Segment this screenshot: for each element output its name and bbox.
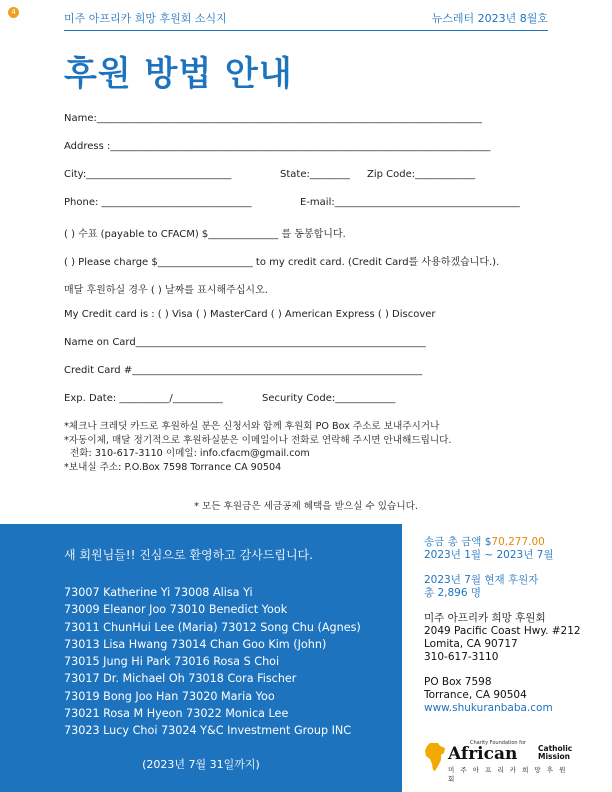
address-field[interactable]: Address :____________________________________________________________________________ [64, 141, 491, 152]
donors-label: 2023년 7월 현재 후원자 [424, 574, 539, 586]
logo-catholic-mission [538, 745, 572, 761]
remit-period: 2023년 1월 ~ 2023년 7월 [424, 549, 554, 561]
monthly-date-field[interactable]: 매달 후원하실 경우 ( ) 날짜를 표시해주십시오. [64, 285, 268, 296]
member-row: 73023 Lucy Choi 73024 Y&C Investment Group INC [64, 724, 352, 738]
check-option[interactable]: ( ) 수표 (payable to CFACM) $______________ 를 동봉합니다. [64, 229, 346, 240]
contact-address2: Lomita, CA 90717 [424, 638, 518, 650]
email-field[interactable]: E-mail:_____________________________________ [300, 197, 520, 208]
africa-map-icon [424, 742, 446, 772]
member-row: 73021 Rosa M Hyeon 73022 Monica Lee [64, 707, 289, 721]
summary-panel [424, 536, 604, 715]
charge-option[interactable]: ( ) Please charge $___________________ to my credit card. (Credit Card를 사용하겠습니다.). [64, 257, 500, 268]
contact-phone: 310-617-3110 [424, 651, 499, 663]
remit-amount: 70,277.00 [491, 536, 545, 548]
website-link[interactable]: www.shukuranbaba.com [424, 702, 553, 714]
logo-subtitle: 미 주 아 프 리 카 희 망 후 원 회 [448, 766, 568, 783]
member-row: 73013 Lisa Hwang 73014 Chan Goo Kim (John) [64, 637, 327, 651]
name-on-card-field[interactable]: Name on Card__________________________________________________________ [64, 337, 426, 348]
page-title: 후원 방법 안내 [64, 54, 293, 94]
zip-field[interactable]: Zip Code:____________ [367, 169, 476, 180]
member-row: 73009 Eleanor Joo 73010 Benedict Yook [64, 603, 288, 617]
until-date: (2023년 7월 31일까지) [142, 758, 260, 771]
name-field[interactable]: Name:_____________________________________________________________________________ [64, 113, 482, 124]
member-list [64, 584, 361, 740]
logo-word-african: African [448, 744, 518, 764]
remit-label: 송금 총 금액 $ [424, 536, 492, 548]
contact-pobox-city: Torrance, CA 90504 [424, 689, 527, 701]
phone-field[interactable]: Phone: ______________________________ [64, 197, 252, 208]
exp-date-field[interactable]: Exp. Date: __________/__________ [64, 393, 223, 404]
logo-small-text: Charity Foundation for [470, 740, 527, 746]
card-type-options[interactable]: My Credit card is : ( ) Visa ( ) MasterCard ( ) American Express ( ) Discover [64, 309, 436, 320]
member-row: 73011 ChunHui Lee (Maria) 73012 Song Chu (Agnes) [64, 620, 361, 634]
tax-note: * 모든 후원금은 세금공제 혜택을 받으실 수 있습니다. [194, 501, 418, 512]
organization-logo [424, 740, 574, 783]
city-field[interactable]: City:_____________________________ [64, 169, 232, 180]
member-row: 73007 Katherine Yi 73008 Alisa Yi [64, 586, 253, 599]
instructions [64, 420, 554, 474]
page-number-badge: 4 [8, 7, 19, 18]
contact-pobox: PO Box 7598 [424, 676, 492, 688]
state-field[interactable]: State:________ [280, 169, 350, 180]
new-members-panel [0, 524, 402, 792]
note-address: *보내실 주소: P.O.Box 7598 Torrance CA 90504 [64, 461, 282, 473]
contact-org: 미주 아프리카 희망 후원회 [424, 612, 546, 624]
card-number-field[interactable]: Credit Card #__________________________________________________________ [64, 365, 423, 376]
note-auto-pay: *자동이체, 매달 정기적으로 후원하실분은 이메일이나 전화로 연락해 주시면 안내해드립니다. [64, 434, 452, 446]
remit-total [424, 536, 604, 549]
logo-word-mission: Mission [538, 752, 571, 761]
header-issue: 뉴스레터 2023년 8월호 [431, 12, 548, 25]
note-contact: 전화: 310-617-3110 이메일: info.cfacm@gmail.com [70, 448, 310, 459]
contact-address1: 2049 Pacific Coast Hwy. #212 [424, 625, 581, 637]
header-org-name: 미주 아프리카 희망 후원회 소식지 [64, 12, 227, 25]
donors-count: 총 2,896 명 [424, 587, 482, 599]
security-code-field[interactable]: Security Code:____________ [262, 393, 396, 404]
member-row: 73017 Dr. Michael Oh 73018 Cora Fischer [64, 672, 297, 686]
welcome-heading: 새 회원님들!! 진심으로 환영하고 감사드립니다. [64, 548, 313, 562]
member-row: 73015 Jung Hi Park 73016 Rosa S Choi [64, 655, 280, 669]
logo-word-catholic: Catholic [538, 744, 573, 753]
member-row: 73019 Bong Joo Han 73020 Maria Yoo [64, 689, 275, 703]
note-check-card: *체크나 크레딧 카드로 후원하실 분은 신청서와 함께 후원회 PO Box 주소로 보내주시거나 [64, 421, 440, 432]
